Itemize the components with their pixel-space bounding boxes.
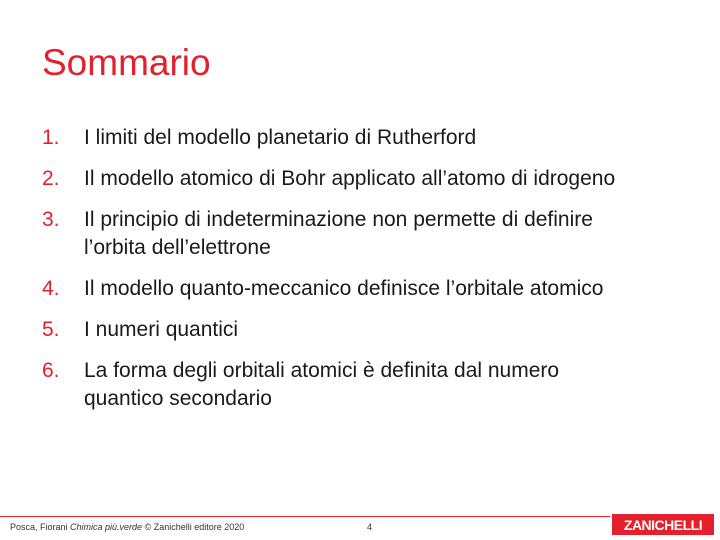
item-text: I limiti del modello planetario di Rutherford (84, 126, 477, 149)
slide-title: Sommario (42, 42, 211, 83)
list-item (42, 275, 682, 303)
summary-list (42, 124, 682, 413)
item-text: Il principio di indeterminazione non permette di definire l’orbita dell’elettrone (84, 208, 593, 259)
footer-credit (10, 522, 244, 532)
item-number: 1. (42, 126, 60, 149)
item-text: I numeri quantici (84, 318, 239, 341)
page-number: 4 (367, 522, 373, 532)
footer-divider (0, 516, 610, 517)
footer-book-title: Chimica più.verde (70, 522, 143, 532)
item-number: 6. (42, 359, 60, 382)
list-item (42, 165, 682, 193)
publisher-logo: ZANICHELLI (612, 514, 714, 535)
item-text: Il modello quanto-meccanico definisce l’orbitale atomico (84, 277, 604, 300)
footer-publisher: © Zanichelli editore 2020 (142, 522, 245, 532)
item-number: 5. (42, 318, 60, 341)
item-number: 4. (42, 277, 60, 300)
item-number: 2. (42, 167, 60, 190)
footer-authors: Posca, Fiorani (10, 522, 71, 532)
item-text: La forma degli orbitali atomici è definita dal numero quantico secondario (84, 359, 560, 410)
list-item (42, 316, 682, 344)
list-item (42, 357, 682, 413)
list-item (42, 124, 682, 152)
list-item (42, 206, 682, 262)
item-number: 3. (42, 208, 60, 231)
item-text: Il modello atomico di Bohr applicato all’atomo di idrogeno (84, 167, 616, 190)
